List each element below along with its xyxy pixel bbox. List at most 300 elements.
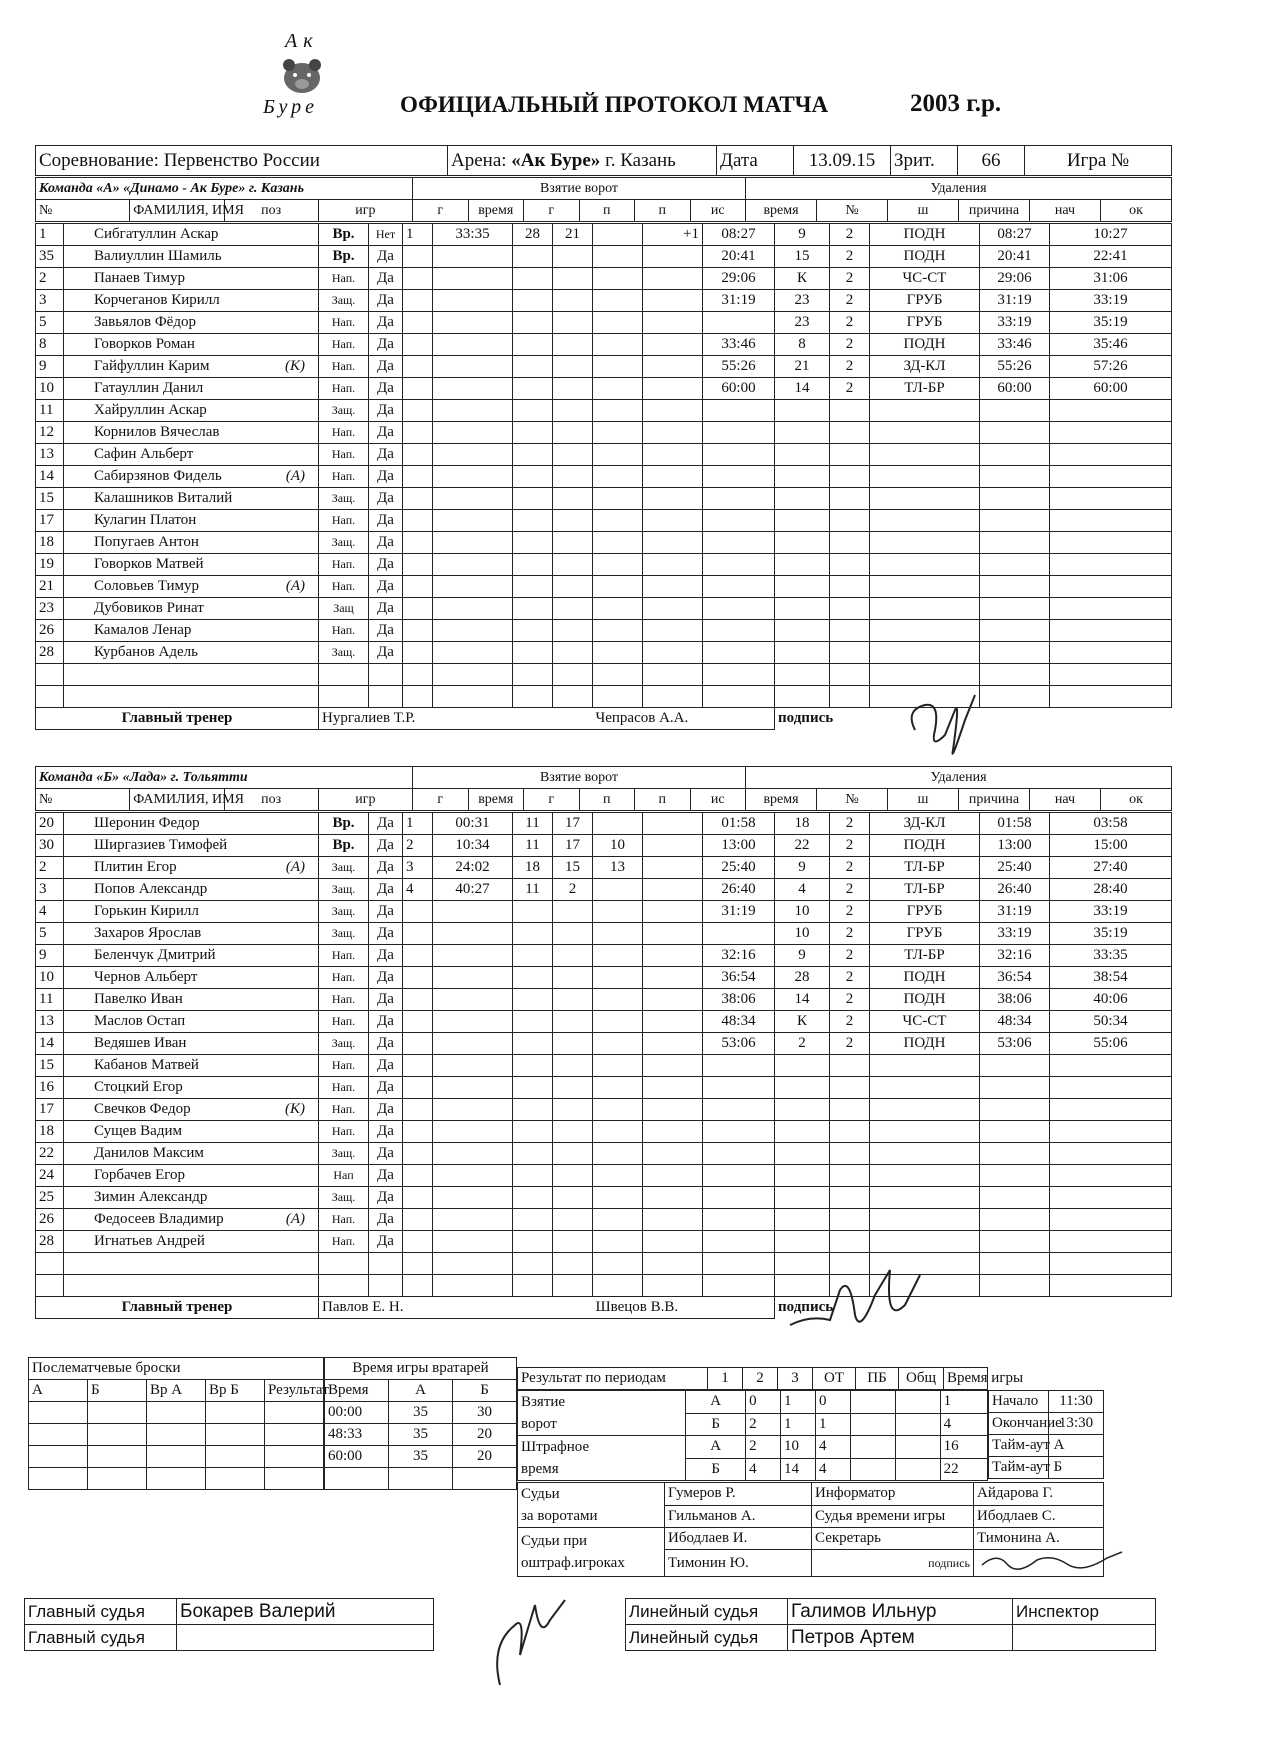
goal-number bbox=[403, 1165, 433, 1187]
goal-scorer bbox=[513, 1165, 553, 1187]
goal-situation bbox=[643, 1275, 703, 1297]
col-period-2: 2 bbox=[743, 1368, 778, 1390]
goal-scorer bbox=[513, 1077, 553, 1099]
penalty-end bbox=[1050, 1209, 1172, 1231]
player-position bbox=[319, 664, 369, 686]
period-value: 1 bbox=[781, 1391, 816, 1414]
goal-situation bbox=[643, 400, 703, 422]
player-name bbox=[64, 1055, 319, 1077]
player-name-text: Горбачев Егор bbox=[94, 1167, 186, 1183]
player-position: Нап. bbox=[319, 967, 369, 989]
penalty-reason bbox=[870, 510, 980, 532]
goal-assist-1: 21 bbox=[553, 224, 593, 246]
penalty-player bbox=[775, 1187, 830, 1209]
secretary-signature bbox=[974, 1550, 1104, 1577]
table-row bbox=[36, 857, 1172, 879]
period-value: 16 bbox=[940, 1436, 987, 1459]
col-total: Общ bbox=[899, 1368, 944, 1390]
player-position: Нап. bbox=[319, 356, 369, 378]
goal-time bbox=[433, 1187, 513, 1209]
penalty-minutes bbox=[830, 686, 870, 708]
goal-number bbox=[403, 246, 433, 268]
goal-assist-1 bbox=[553, 400, 593, 422]
player-played bbox=[369, 1253, 403, 1275]
penalty-reason bbox=[870, 422, 980, 444]
player-played: Да bbox=[369, 246, 403, 268]
goal-assist-1 bbox=[553, 290, 593, 312]
penalty-reason: ТЛ-БР bbox=[870, 879, 980, 901]
player-position: Защ. bbox=[319, 1187, 369, 1209]
penalty-end bbox=[1050, 686, 1172, 708]
goal-time bbox=[433, 1209, 513, 1231]
player-number: 12 bbox=[36, 422, 64, 444]
goal-situation bbox=[643, 642, 703, 664]
goal-time bbox=[433, 246, 513, 268]
penalty-end: 33:19 bbox=[1050, 901, 1172, 923]
col-start: нач bbox=[1030, 200, 1101, 222]
player-position: Нап. bbox=[319, 444, 369, 466]
goal-assist-2 bbox=[593, 356, 643, 378]
goal-time bbox=[433, 312, 513, 334]
table-row bbox=[36, 532, 1172, 554]
goal-assist-2 bbox=[593, 378, 643, 400]
player-position: Защ. bbox=[319, 290, 369, 312]
penalty-time: 55:26 bbox=[703, 356, 775, 378]
goal-assist-1 bbox=[553, 268, 593, 290]
penalty-minutes bbox=[830, 598, 870, 620]
col-start: нач bbox=[1030, 789, 1101, 811]
penalty-player: 2 bbox=[775, 1033, 830, 1055]
player-played: Да bbox=[369, 945, 403, 967]
goal-situation bbox=[643, 466, 703, 488]
goal-number bbox=[403, 598, 433, 620]
period-value bbox=[895, 1458, 940, 1481]
penalty-minutes: 2 bbox=[830, 857, 870, 879]
player-played: Да bbox=[369, 378, 403, 400]
col-situation: ис bbox=[690, 200, 746, 222]
player-played: Да bbox=[369, 356, 403, 378]
goal-situation bbox=[643, 923, 703, 945]
goal-time bbox=[433, 1165, 513, 1187]
inspector-label: Инспектор bbox=[1013, 1599, 1156, 1625]
player-position: Вр. bbox=[319, 813, 369, 835]
player-name-text: Федосеев Владимир bbox=[94, 1211, 224, 1227]
penalty-player bbox=[775, 598, 830, 620]
penalty-end: 03:58 bbox=[1050, 813, 1172, 835]
timeout-b-label: Тайм-аут Б bbox=[989, 1457, 1049, 1479]
penalty-reason bbox=[870, 488, 980, 510]
goal-assist-1 bbox=[553, 664, 593, 686]
penalty-time bbox=[703, 1165, 775, 1187]
penalty-player: 18 bbox=[775, 813, 830, 835]
goal-assist-2 bbox=[593, 1055, 643, 1077]
penalty-reason: ПОДН bbox=[870, 1033, 980, 1055]
player-number: 11 bbox=[36, 400, 64, 422]
table-row bbox=[36, 290, 1172, 312]
goal-number bbox=[403, 312, 433, 334]
main-ref-label: Главный судья bbox=[25, 1599, 177, 1625]
penalty-reason bbox=[870, 598, 980, 620]
player-position: Нап. bbox=[319, 1011, 369, 1033]
penalty-reason: ГРУБ bbox=[870, 290, 980, 312]
player-name-text: Панаев Тимур bbox=[94, 270, 185, 286]
officials-table bbox=[517, 1482, 1104, 1577]
goal-time bbox=[433, 488, 513, 510]
player-name bbox=[64, 444, 319, 466]
player-number: 26 bbox=[36, 620, 64, 642]
penalty-time bbox=[703, 488, 775, 510]
pen-judge-1: Ибодлаев И. bbox=[665, 1528, 812, 1550]
goals-row-a bbox=[518, 1391, 988, 1414]
periods-label: Результат по периодам bbox=[518, 1368, 708, 1390]
goalie-col-b: Б bbox=[453, 1380, 517, 1402]
player-name bbox=[64, 488, 319, 510]
goal-time: 33:35 bbox=[433, 224, 513, 246]
player-played: Да bbox=[369, 813, 403, 835]
goal-scorer bbox=[513, 312, 553, 334]
penalty-time bbox=[703, 1055, 775, 1077]
penalty-player bbox=[775, 620, 830, 642]
goal-time bbox=[433, 532, 513, 554]
goal-scorer bbox=[513, 422, 553, 444]
player-position: Вр. bbox=[319, 224, 369, 246]
table-row bbox=[36, 444, 1172, 466]
penalty-start bbox=[980, 1099, 1050, 1121]
player-number: 16 bbox=[36, 1077, 64, 1099]
player-role-badge: (А) bbox=[285, 1211, 305, 1227]
goal-time bbox=[433, 620, 513, 642]
player-played: Нет bbox=[369, 224, 403, 246]
penalty-start bbox=[980, 422, 1050, 444]
player-number: 5 bbox=[36, 312, 64, 334]
penalty-start: 60:00 bbox=[980, 378, 1050, 400]
goal-number bbox=[403, 554, 433, 576]
player-played: Да bbox=[369, 879, 403, 901]
player-number: 20 bbox=[36, 813, 64, 835]
penalty-time: 08:27 bbox=[703, 224, 775, 246]
table-row bbox=[36, 967, 1172, 989]
goal-assist-2 bbox=[593, 444, 643, 466]
goal-scorer bbox=[513, 923, 553, 945]
penalty-end bbox=[1050, 466, 1172, 488]
penalty-start bbox=[980, 1165, 1050, 1187]
timeout-a-label: Тайм-аут А bbox=[989, 1435, 1049, 1457]
penalty-minutes bbox=[830, 576, 870, 598]
team-label: Б bbox=[686, 1458, 746, 1481]
penalty-player bbox=[775, 1209, 830, 1231]
team-a-title: Команда «А» «Динамо - Ак Буре» г. Казань bbox=[36, 178, 413, 200]
player-number bbox=[36, 1253, 64, 1275]
penalty-start bbox=[980, 1275, 1050, 1297]
goal-time: 24:02 bbox=[433, 857, 513, 879]
goal-situation bbox=[643, 532, 703, 554]
penalty-end bbox=[1050, 1143, 1172, 1165]
player-position: Нап. bbox=[319, 1121, 369, 1143]
player-name bbox=[64, 1275, 319, 1297]
penalty-minutes: 2 bbox=[830, 989, 870, 1011]
goal-assist-1 bbox=[553, 1275, 593, 1297]
goal-assist-2 bbox=[593, 488, 643, 510]
player-played: Да bbox=[369, 576, 403, 598]
table-row bbox=[36, 246, 1172, 268]
coach-row bbox=[36, 1297, 1172, 1319]
penalty-player: 15 bbox=[775, 246, 830, 268]
penalty-end bbox=[1050, 1253, 1172, 1275]
penalty-minutes bbox=[830, 1143, 870, 1165]
player-number bbox=[36, 1275, 64, 1297]
penalty-player: 23 bbox=[775, 312, 830, 334]
goal-assist-2 bbox=[593, 598, 643, 620]
end-time: 13:30 bbox=[1049, 1413, 1104, 1435]
penalty-time bbox=[703, 686, 775, 708]
penalty-end bbox=[1050, 598, 1172, 620]
goal-assist-2 bbox=[593, 1011, 643, 1033]
player-played: Да bbox=[369, 444, 403, 466]
penalty-minutes: 2 bbox=[830, 356, 870, 378]
col-scorer: г bbox=[524, 789, 580, 811]
penalty-start: 38:06 bbox=[980, 989, 1050, 1011]
goals-header: Взятие ворот bbox=[413, 178, 746, 200]
info-table bbox=[35, 145, 1172, 176]
period-value: 2 bbox=[746, 1413, 781, 1436]
player-played: Да bbox=[369, 1121, 403, 1143]
penalty-player: 28 bbox=[775, 967, 830, 989]
table-row bbox=[36, 642, 1172, 664]
player-number: 13 bbox=[36, 444, 64, 466]
goal-time bbox=[433, 510, 513, 532]
goal-number bbox=[403, 1253, 433, 1275]
player-position bbox=[319, 1253, 369, 1275]
goal-scorer bbox=[513, 1231, 553, 1253]
col-assist1: п bbox=[579, 200, 635, 222]
player-name bbox=[64, 989, 319, 1011]
goal-scorer bbox=[513, 1143, 553, 1165]
penalty-time: 38:06 bbox=[703, 989, 775, 1011]
goal-assist-2 bbox=[593, 813, 643, 835]
penalty-end bbox=[1050, 422, 1172, 444]
player-number: 13 bbox=[36, 1011, 64, 1033]
player-number: 18 bbox=[36, 532, 64, 554]
player-role-badge: (А) bbox=[285, 468, 305, 484]
player-name bbox=[64, 664, 319, 686]
goal-number: 1 bbox=[403, 813, 433, 835]
coach-signature-label: подпись bbox=[775, 708, 1172, 730]
player-name-text: Калашников Виталий bbox=[94, 490, 233, 506]
player-number: 11 bbox=[36, 989, 64, 1011]
penalty-minutes bbox=[830, 532, 870, 554]
timekeeper-label: Судья времени игры bbox=[812, 1505, 974, 1528]
player-number: 3 bbox=[36, 290, 64, 312]
col-assist1: п bbox=[579, 789, 635, 811]
penalty-reason bbox=[870, 664, 980, 686]
player-number: 5 bbox=[36, 923, 64, 945]
goal-judges-label: Судьи за воротами bbox=[518, 1483, 665, 1528]
penalty-player bbox=[775, 642, 830, 664]
player-number: 3 bbox=[36, 879, 64, 901]
penalty-end: 10:27 bbox=[1050, 224, 1172, 246]
goalie-time-table bbox=[324, 1357, 517, 1490]
penalty-reason: ТЛ-БР bbox=[870, 378, 980, 400]
goal-situation bbox=[643, 378, 703, 400]
player-position: Нап. bbox=[319, 1077, 369, 1099]
goal-scorer bbox=[513, 1055, 553, 1077]
goal-number: 2 bbox=[403, 835, 433, 857]
period-value: 0 bbox=[815, 1391, 850, 1414]
goal-time bbox=[433, 1121, 513, 1143]
goal-assist-2 bbox=[593, 466, 643, 488]
player-name-text: Корнилов Вячеслав bbox=[94, 424, 220, 440]
goal-assist-2 bbox=[593, 422, 643, 444]
col-name: ФАМИЛИЯ, ИМЯ bbox=[130, 789, 224, 811]
col-pos: поз bbox=[224, 200, 318, 222]
penalty-end bbox=[1050, 1275, 1172, 1297]
penalty-start: 29:06 bbox=[980, 268, 1050, 290]
goal-assist-2 bbox=[593, 532, 643, 554]
goal-situation bbox=[643, 488, 703, 510]
table-row bbox=[36, 268, 1172, 290]
penalty-start: 31:19 bbox=[980, 901, 1050, 923]
goalie-a-1: 35 bbox=[389, 1402, 453, 1424]
player-name-text: Захаров Ярослав bbox=[94, 925, 202, 941]
goal-scorer bbox=[513, 1121, 553, 1143]
team-b-roster bbox=[35, 812, 1172, 1319]
penalty-end bbox=[1050, 576, 1172, 598]
player-played: Да bbox=[369, 1077, 403, 1099]
penalty-start: 32:16 bbox=[980, 945, 1050, 967]
player-number: 2 bbox=[36, 268, 64, 290]
shootout-col-a: А bbox=[29, 1380, 88, 1402]
goal-time bbox=[433, 1143, 513, 1165]
linesman-2: Петров Артем bbox=[788, 1625, 1013, 1651]
secretary-label: Секретарь bbox=[812, 1528, 974, 1550]
goal-time: 00:31 bbox=[433, 813, 513, 835]
table-row bbox=[36, 813, 1172, 835]
goal-situation bbox=[643, 290, 703, 312]
table-row bbox=[36, 879, 1172, 901]
start-time: 11:30 bbox=[1049, 1391, 1104, 1413]
penalty-time: 25:40 bbox=[703, 857, 775, 879]
goal-number bbox=[403, 664, 433, 686]
goal-assist-1 bbox=[553, 334, 593, 356]
goal-assist-1 bbox=[553, 598, 593, 620]
player-name-text: Стоцкий Егор bbox=[94, 1079, 183, 1095]
player-position: Нап. bbox=[319, 334, 369, 356]
penalty-start bbox=[980, 466, 1050, 488]
penalty-start: 48:34 bbox=[980, 1011, 1050, 1033]
coach-b-signature-icon bbox=[780, 1265, 940, 1345]
pim-row-a bbox=[518, 1436, 988, 1459]
goal-time bbox=[433, 598, 513, 620]
penalty-minutes: 2 bbox=[830, 246, 870, 268]
goal-situation bbox=[643, 1055, 703, 1077]
penalty-end: 28:40 bbox=[1050, 879, 1172, 901]
goal-number bbox=[403, 378, 433, 400]
goal-assist-1 bbox=[553, 246, 593, 268]
penalty-time bbox=[703, 532, 775, 554]
goal-assist-1 bbox=[553, 620, 593, 642]
penalty-start bbox=[980, 576, 1050, 598]
table-row bbox=[36, 510, 1172, 532]
goal-time bbox=[433, 1011, 513, 1033]
penalty-time bbox=[703, 923, 775, 945]
penalty-minutes: 2 bbox=[830, 813, 870, 835]
goal-scorer bbox=[513, 246, 553, 268]
period-value: 4 bbox=[815, 1458, 850, 1481]
period-value: 2 bbox=[746, 1436, 781, 1459]
goal-time bbox=[433, 1077, 513, 1099]
team-label: Б bbox=[686, 1413, 746, 1436]
goalie-a-2: 35 bbox=[389, 1424, 453, 1446]
goal-assist-1 bbox=[553, 576, 593, 598]
period-value: 1 bbox=[781, 1413, 816, 1436]
goal-scorer bbox=[513, 356, 553, 378]
goal-time bbox=[433, 422, 513, 444]
player-position: Нап. bbox=[319, 378, 369, 400]
penalty-start: 13:00 bbox=[980, 835, 1050, 857]
penalty-time bbox=[703, 1209, 775, 1231]
start-label: Начало bbox=[989, 1391, 1049, 1413]
period-value bbox=[850, 1413, 895, 1436]
penalty-reason: ПОДН bbox=[870, 835, 980, 857]
table-row bbox=[36, 1143, 1172, 1165]
goal-number bbox=[403, 444, 433, 466]
age-group: 2003 г.р. bbox=[910, 90, 1002, 117]
goal-assist-1 bbox=[553, 532, 593, 554]
informer-name: Айдарова Г. bbox=[974, 1483, 1104, 1506]
penalty-end bbox=[1050, 1165, 1172, 1187]
penalty-start bbox=[980, 532, 1050, 554]
player-name-text: Кулагин Платон bbox=[94, 512, 197, 528]
period-value: 14 bbox=[781, 1458, 816, 1481]
goal-situation bbox=[643, 1099, 703, 1121]
player-name bbox=[64, 923, 319, 945]
player-number: 15 bbox=[36, 1055, 64, 1077]
penalty-reason: ЗД-КЛ bbox=[870, 356, 980, 378]
goal-situation bbox=[643, 1077, 703, 1099]
player-position: Защ. bbox=[319, 923, 369, 945]
penalty-time bbox=[703, 422, 775, 444]
table-row bbox=[36, 554, 1172, 576]
penalty-end: 57:26 bbox=[1050, 356, 1172, 378]
goal-scorer bbox=[513, 466, 553, 488]
goal-time bbox=[433, 664, 513, 686]
penalty-time bbox=[703, 1077, 775, 1099]
player-name bbox=[64, 466, 319, 488]
competition: Соревнование: Первенство России bbox=[36, 146, 448, 176]
goal-number bbox=[403, 1231, 433, 1253]
coach-signature-label: подпись bbox=[775, 1297, 1172, 1319]
goals-label: Взятие ворот bbox=[518, 1391, 686, 1436]
col-played: игр bbox=[318, 200, 412, 222]
player-name bbox=[64, 356, 319, 378]
end-label: Окончание bbox=[989, 1413, 1049, 1435]
penalty-end: 35:19 bbox=[1050, 923, 1172, 945]
player-played: Да bbox=[369, 1165, 403, 1187]
penalty-player: 9 bbox=[775, 945, 830, 967]
player-name-text: Сабирзянов Фидель bbox=[94, 468, 222, 484]
table-row bbox=[36, 1033, 1172, 1055]
period-value: 1 bbox=[815, 1413, 850, 1436]
player-name bbox=[64, 945, 319, 967]
penalty-player bbox=[775, 554, 830, 576]
shootout-label: Послематчевые броски bbox=[29, 1358, 324, 1380]
player-name-text: Зимин Александр bbox=[94, 1189, 208, 1205]
penalty-minutes bbox=[830, 554, 870, 576]
penalty-time: 13:00 bbox=[703, 835, 775, 857]
player-name-text: Маслов Остап bbox=[94, 1013, 186, 1029]
player-name-text: Чернов Альберт bbox=[94, 969, 198, 985]
penalty-minutes bbox=[830, 422, 870, 444]
